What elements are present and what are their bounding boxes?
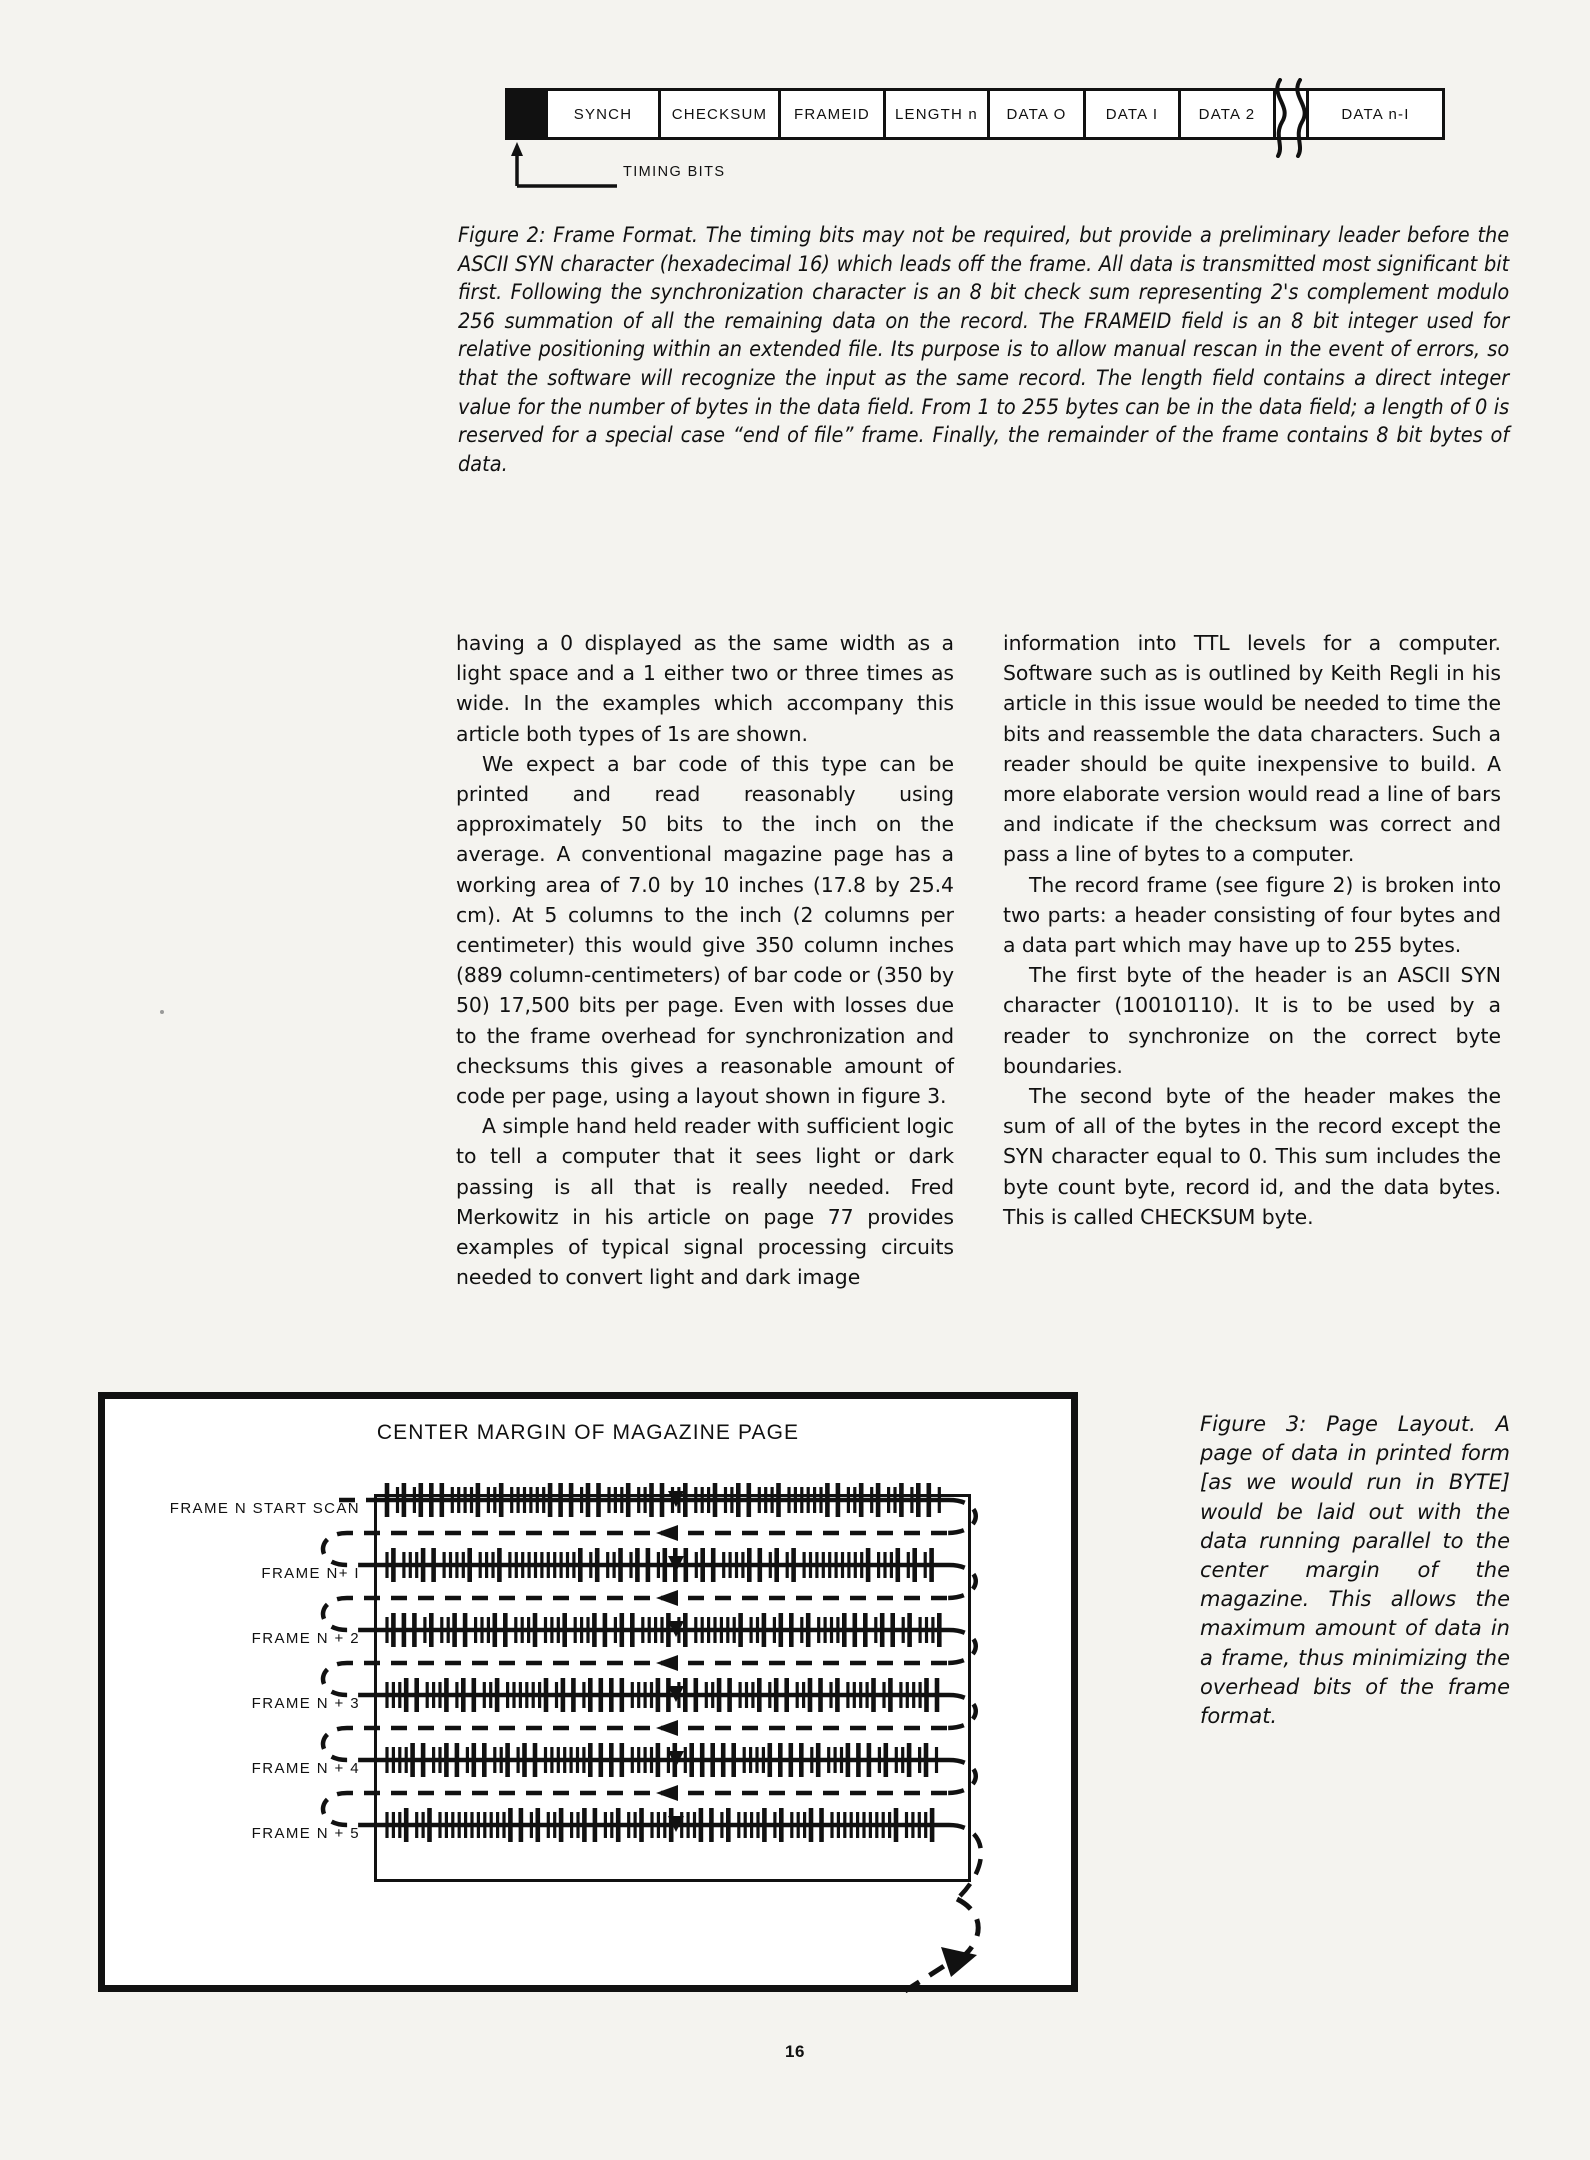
field-length: LENGTH n — [886, 91, 990, 137]
break-squiggle-icon — [1262, 78, 1320, 158]
field-data-n-minus-1: DATA n-I — [1306, 91, 1442, 137]
page-number: 16 — [785, 2042, 805, 2061]
timing-bits-leader — [505, 140, 765, 188]
frame-label-n5: FRAME N + 5 — [251, 1825, 360, 1842]
field-data-1: DATA I — [1086, 91, 1181, 137]
paragraph: information into TTL levels for a computer. Software such as is outlined by Keith Regli in his article in this issue would be needed to time the bits and reassemble the data characters. Such a reader should be quite inexpensive to build. A more elaborate version would read a line of bars and indicate if the checksum was correct and pass a line of bytes to a computer. — [1003, 631, 1501, 867]
frame-label-n3: FRAME N + 3 — [251, 1695, 360, 1712]
figure-2-caption: Figure 2: Frame Format. The timing bits may not be required, but provide a preliminary leader before the ASCII SYN character (hexadecimal 16) which leads off the frame. All data is transmitted most significant bit first. Following the synchronization character is an 8 bit check sum representing 2's complement modulo 256 summation of all the remaining data on the record. The FRAMEID field is an 8 bit integer used for relative positioning within an extended file. Its purpose is to allow manual rescan in the event of errors, so that the software will recognize the input as the same record. The length field contains a direct integer value for the number of bytes in the data field. From 1 to 255 bytes can be in the data field; a length of 0 is reserved for a special case “end of file” frame. Finally, the remainder of the frame contains 8 bit bytes of data. — [458, 223, 1510, 477]
body-column-right — [1003, 628, 1501, 1232]
paragraph: We expect a bar code of this type can be printed and read reasonably using approximately 50 bits to the inch on the average. A conventional magazine page has a working area of 7.0 by 10 inches (17.8 by 25.4 cm). At 5 columns to the inch (2 columns per centimeter) this would give 350 column inches (889 column-centimeters) of bar code or (350 by 50) 17,500 bits per page. Even with losses due to the frame overhead for synchronization and checksums this gives a reasonable amount of code per page, using a layout shown in figure 3. — [456, 751, 954, 1109]
field-break-gap — [1276, 91, 1306, 137]
frame-label-n: FRAME N START SCAN — [169, 1500, 360, 1517]
timing-bits-block — [508, 91, 548, 137]
frame-format-strip — [505, 88, 1445, 140]
exit-arrow-icon — [905, 1899, 978, 1991]
frame-label-n1: FRAME N+ I — [261, 1565, 360, 1582]
frame-format-diagram — [505, 88, 1445, 140]
figure-3-scan-path — [105, 1399, 1085, 1999]
frame-label-n2: FRAME N + 2 — [251, 1630, 360, 1647]
paragraph: having a 0 displayed as the same width as a light space and a 1 either two or three times as wide. In the examples which accompany this article both types of 1s are shown. — [456, 631, 954, 746]
field-checksum: CHECKSUM — [661, 91, 781, 137]
field-data-0: DATA O — [990, 91, 1086, 137]
figure-3-caption: Figure 3: Page Layout. A page of data in printed form [as we would run in BYTE] would be laid out with the data running parallel to the center margin of the magazine. This allows the maximum amount of data in a frame, thus minimizing the overhead bits of the frame format. — [1200, 1412, 1510, 1729]
field-synch: SYNCH — [548, 91, 661, 137]
timing-bits-label: TIMING BITS — [623, 164, 726, 180]
field-frameid: FRAMEID — [781, 91, 886, 137]
body-column-left — [456, 628, 954, 1292]
figure-3-title: CENTER MARGIN OF MAGAZINE PAGE — [376, 1421, 800, 1444]
frame-label-n4: FRAME N + 4 — [251, 1760, 360, 1777]
paragraph: A simple hand held reader with sufficient logic to tell a computer that it sees light or dark passing is all that is really needed. Fred Merkowitz in his article on page 77 provides examples of typical signal processing circuits needed to convert light and dark image — [456, 1114, 954, 1290]
figure-3-diagram — [98, 1392, 1078, 1992]
scan-artifact-dot — [160, 1010, 164, 1014]
field-data-2: DATA 2 — [1181, 91, 1276, 137]
paragraph: The first byte of the header is an ASCII SYN character (10010110). It is to be used by a reader to synchronize on the correct byte boundaries. — [1003, 963, 1501, 1078]
paragraph: The second byte of the header makes the sum of all of the bytes in the record except the SYN character equal to 0. This sum includes the byte count byte, record id, and the data bytes. This is called CHECKSUM byte. — [1003, 1084, 1501, 1229]
paragraph: The record frame (see figure 2) is broken into two parts: a header consisting of four bytes and a data part which may have up to 255 bytes. — [1003, 872, 1501, 958]
